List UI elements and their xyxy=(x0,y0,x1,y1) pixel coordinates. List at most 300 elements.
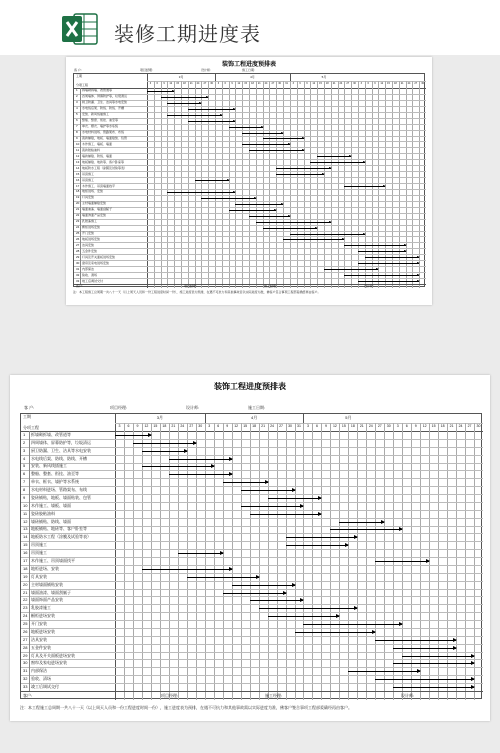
schedule-arrow xyxy=(142,451,187,452)
task-name: 地板进场安装 xyxy=(31,628,55,634)
day-label: 24 xyxy=(264,82,268,85)
task-name: 五金件安装 xyxy=(82,248,98,253)
day-gridline xyxy=(232,423,233,701)
task-number: 16 xyxy=(23,550,28,556)
day-label: 3 xyxy=(208,423,211,428)
day-label: 18 xyxy=(251,82,254,85)
task-name: 乳胶漆施工 xyxy=(31,605,51,611)
day-label: 31 xyxy=(297,423,301,428)
task-name: 灯具安装 xyxy=(82,195,95,200)
task-number: 8 xyxy=(76,130,78,135)
schedule-arrow xyxy=(268,498,322,499)
task-number: 29 xyxy=(76,254,80,259)
day-label: 3 xyxy=(360,82,363,85)
day-label: 21 xyxy=(449,423,454,428)
day-label: 3 xyxy=(149,82,152,85)
task-number: 5 xyxy=(23,463,26,469)
day-label: 30 xyxy=(386,423,391,428)
schedule-arrow xyxy=(286,545,349,546)
footer-owner: 客户: xyxy=(76,283,83,288)
task-number: 18 xyxy=(23,565,28,571)
task-name: 厨卫防漏、卫生、洁具等水电安装 xyxy=(31,447,91,453)
day-label: 18 xyxy=(162,423,167,428)
day-gridline xyxy=(474,423,475,701)
task-number: 7 xyxy=(76,124,78,129)
day-gridline xyxy=(223,423,224,701)
task-number: 11 xyxy=(76,147,80,152)
schedule-arrow xyxy=(241,490,295,491)
schedule-arrow xyxy=(167,115,221,116)
task-number: 21 xyxy=(76,207,80,212)
schedule-arrow xyxy=(250,600,304,601)
task-name: 单衣、框衣、墙护等水系统 xyxy=(31,479,79,485)
schedule-arrow xyxy=(249,216,290,217)
task-number: 11 xyxy=(23,510,28,516)
task-name: 安装、新风线插施工 xyxy=(31,463,67,469)
designer-label: 设计师: xyxy=(201,68,211,72)
task-number: 30 xyxy=(23,660,28,666)
day-gridline xyxy=(321,423,322,701)
schedule-arrow xyxy=(142,569,232,570)
month-divider-2 xyxy=(290,74,291,81)
day-label: 24 xyxy=(368,423,373,428)
day-label: 24 xyxy=(458,423,463,428)
day-label: 18 xyxy=(440,423,445,428)
task-name: 内部保洁 xyxy=(31,668,47,674)
month-label-2: 4月 xyxy=(250,75,255,79)
schedule-arrow xyxy=(286,537,358,538)
day-label: 9 xyxy=(324,423,327,428)
task-number: 27 xyxy=(76,242,80,247)
day-label: 27 xyxy=(467,423,472,428)
task-name: 拆墙砌拆墙、改管道等 xyxy=(82,88,113,93)
day-label: 27 xyxy=(346,82,350,85)
task-name: 吊顶施工 xyxy=(82,171,95,176)
schedule-arrow xyxy=(169,474,232,475)
task-name: 墙面饰面产品安装 xyxy=(82,213,107,218)
schedule-arrow xyxy=(358,263,419,264)
task-number: 14 xyxy=(76,165,80,170)
task-number: 15 xyxy=(76,171,80,176)
pm-label: 项目经理: xyxy=(110,405,128,410)
task-name: 瓷砖胶粘油料 xyxy=(31,510,55,516)
day-label: 12 xyxy=(169,82,173,85)
schedule-arrow xyxy=(375,679,474,680)
day-label: 30 xyxy=(278,82,282,85)
task-number: 19 xyxy=(76,195,80,200)
day-gridline xyxy=(312,423,313,701)
month-label-2: 4月 xyxy=(250,415,258,420)
day-label: 3 xyxy=(217,82,220,85)
schedule-arrow xyxy=(268,616,340,617)
task-number: 26 xyxy=(76,236,80,241)
schedule-arrow xyxy=(290,234,365,235)
day-label: 6 xyxy=(127,423,130,428)
day-gridline xyxy=(438,423,439,701)
task-number: 31 xyxy=(23,668,28,674)
schedule-arrow xyxy=(188,109,236,110)
day-gridline xyxy=(178,423,179,701)
sheet-preview-large xyxy=(10,375,490,721)
task-number: 12 xyxy=(76,153,80,158)
task-number: 9 xyxy=(23,494,26,500)
schedule-arrow xyxy=(187,577,259,578)
day-label: 30 xyxy=(476,423,481,428)
task-number: 14 xyxy=(23,534,28,540)
task-name: 墙砖铺贴、防线、墙面 xyxy=(82,153,113,158)
day-gridline xyxy=(295,423,296,701)
day-label: 30 xyxy=(421,82,424,85)
schedule-arrow xyxy=(250,514,322,515)
task-name: 地板铺贴、地砖等、客户卧室等 xyxy=(82,159,125,164)
day-label: 27 xyxy=(203,82,207,85)
schedule-arrow xyxy=(283,239,344,240)
day-gridline xyxy=(330,423,331,701)
task-number: 22 xyxy=(76,213,80,218)
day-label: 30 xyxy=(210,82,214,85)
schedule-arrow xyxy=(365,257,419,258)
day-label: 3 xyxy=(292,82,294,85)
footer-manager: 施工经理: xyxy=(265,692,283,698)
schedule-arrow xyxy=(358,281,419,282)
schedule-arrow xyxy=(242,133,283,134)
task-number: 20 xyxy=(76,201,80,206)
corner-bottom-label: 分项工程 xyxy=(23,425,39,430)
task-name: 橱柜进场安装 xyxy=(31,613,55,619)
task-number: 13 xyxy=(76,159,80,164)
day-label: 3 xyxy=(306,423,309,428)
schedule-arrow xyxy=(167,192,235,193)
task-name: 水电线后架、防线、防线、开槽 xyxy=(82,106,125,111)
task-number: 1 xyxy=(76,88,78,93)
day-gridline xyxy=(348,423,349,701)
designer-label: 设计师: xyxy=(186,405,200,410)
day-label: 9 xyxy=(163,82,165,85)
task-name: 安装、新风线插施工 xyxy=(82,112,110,117)
day-gridline xyxy=(142,423,143,701)
day-label: 15 xyxy=(341,423,346,428)
task-number: 23 xyxy=(76,219,80,224)
schedule-arrow xyxy=(402,656,474,657)
task-number: 32 xyxy=(76,272,80,277)
day-label: 21 xyxy=(257,82,261,85)
corner-bottom-label: 分项工程 xyxy=(76,83,89,87)
schedule-arrow xyxy=(393,663,474,664)
task-number: 17 xyxy=(76,183,80,188)
schedule-arrow xyxy=(358,251,406,252)
task-number: 8 xyxy=(23,487,26,493)
task-name: 整船、整套、衔挂、油至等 xyxy=(82,118,119,123)
schedule-arrow xyxy=(201,198,255,199)
day-label: 18 xyxy=(325,82,329,85)
schedule-arrow xyxy=(375,561,429,562)
task-number: 29 xyxy=(23,652,28,658)
day-label: 21 xyxy=(189,82,193,85)
task-number: 25 xyxy=(23,621,28,627)
task-name: 内部保洁 xyxy=(82,266,95,271)
day-label: 30 xyxy=(198,423,203,428)
day-label: 27 xyxy=(279,423,283,428)
day-gridline xyxy=(133,423,134,701)
owner-label: 客 户: xyxy=(74,68,82,72)
day-gridline xyxy=(303,423,304,701)
day-label: 6 xyxy=(224,82,226,85)
sheet-preview-small xyxy=(66,57,432,305)
day-label: 18 xyxy=(350,423,355,428)
task-name: 墙砖铺贴、防线、墙面 xyxy=(31,518,71,524)
task-name: 地板铺贴、地砖等、客户卧室等 xyxy=(31,526,87,532)
task-number: 4 xyxy=(76,106,78,111)
task-number: 10 xyxy=(76,141,80,146)
day-label: 15 xyxy=(431,423,436,428)
schedule-arrow xyxy=(133,443,196,444)
day-gridline xyxy=(124,423,125,701)
day-gridline xyxy=(205,423,206,701)
task-name: 瓷砖铺贴，地板、墙面贴装、包管 xyxy=(82,135,128,140)
day-gridline xyxy=(160,423,161,701)
footnote: 注：本工程施工总周期一共八十一天（以上周天人员和一份工程进度时间一份），施工进度表为预排，在遇不可抗力和其他事故需以实际进度为准，佛客户签合事项工程部爱确经再由客户。 xyxy=(73,290,321,294)
day-gridline xyxy=(366,423,367,701)
schedule-arrow xyxy=(249,150,303,151)
task-name: 墙面油漆、墙面刮腻子 xyxy=(82,207,113,212)
schedule-arrow xyxy=(303,624,402,625)
task-number: 31 xyxy=(76,266,80,271)
day-label: 27 xyxy=(377,423,382,428)
schedule-arrow xyxy=(242,144,290,145)
schedule-arrow xyxy=(229,210,277,211)
task-name: 五金件安装 xyxy=(31,644,51,650)
day-label: 9 xyxy=(136,423,139,428)
schedule-arrow xyxy=(223,593,286,594)
day-label: 9 xyxy=(226,423,229,428)
schedule-arrow xyxy=(195,180,229,181)
schedule-arrow xyxy=(235,204,283,205)
schedule-arrow xyxy=(263,138,304,139)
footer-owner: 客户: xyxy=(23,692,33,698)
schedule-arrow xyxy=(263,228,317,229)
task-number: 6 xyxy=(23,471,26,477)
task-name: 开门安装 xyxy=(82,231,95,235)
schedule-arrow xyxy=(169,459,232,460)
day-gridline xyxy=(169,423,170,701)
day-gridline xyxy=(339,423,340,701)
task-number: 15 xyxy=(23,542,28,548)
month-label-3: 5月 xyxy=(321,75,327,79)
schedule-arrow xyxy=(348,671,420,672)
task-name: 灯具及开关面板进场安装 xyxy=(82,254,116,259)
task-name: 窗帘及家电进场安装 xyxy=(82,260,110,265)
task-name: 拆墙砌拆墙、改管道等 xyxy=(31,431,71,437)
day-label: 15 xyxy=(244,82,248,85)
month-divider-2 xyxy=(303,414,304,423)
task-number: 17 xyxy=(23,558,28,563)
task-name: 墙面油漆、墙面刮腻子 xyxy=(31,589,71,595)
schedule-arrow xyxy=(142,466,214,467)
task-name: 主材墙面铺贴安装 xyxy=(31,581,63,587)
day-gridline xyxy=(447,423,448,701)
task-number: 4 xyxy=(23,455,26,461)
number-divider xyxy=(80,88,81,284)
task-name: 单衣、框衣、墙护等水系统 xyxy=(82,124,119,129)
day-label: 21 xyxy=(261,423,266,428)
task-number: 6 xyxy=(76,118,78,123)
day-label: 27 xyxy=(189,423,194,428)
day-label: 12 xyxy=(234,423,239,428)
day-label: 21 xyxy=(171,423,176,428)
day-label: 3 xyxy=(396,423,399,428)
task-name: 开门安装 xyxy=(31,621,47,627)
task-number: 3 xyxy=(23,447,26,453)
task-name: 灯具安装 xyxy=(31,573,47,579)
day-gridline xyxy=(456,423,457,701)
day-label: 15 xyxy=(387,82,390,85)
task-name: 木作施工、墙板、墙面 xyxy=(31,502,71,508)
info-row xyxy=(10,405,490,411)
task-number: 28 xyxy=(76,248,80,253)
schedule-arrow xyxy=(229,127,263,128)
day-label: 6 xyxy=(299,82,301,85)
task-name: 瓷砖胶粘油料 xyxy=(82,147,101,152)
schedule-arrow xyxy=(259,608,358,609)
task-number: 20 xyxy=(23,581,28,587)
task-name: 验收、清场 xyxy=(82,272,98,277)
task-number: 24 xyxy=(23,613,28,619)
schedule-arrow xyxy=(375,640,456,641)
task-name: 墙面饰面产品安装 xyxy=(31,597,63,603)
day-label: 18 xyxy=(393,82,397,85)
day-label: 15 xyxy=(153,423,158,428)
task-number: 19 xyxy=(23,573,28,579)
task-number: 23 xyxy=(23,605,28,611)
day-gridline xyxy=(259,423,260,701)
day-label: 12 xyxy=(312,82,316,85)
schedule-arrow xyxy=(344,186,385,187)
day-label: 15 xyxy=(319,82,322,85)
task-name: 瓷砖铺贴，地板、墙面贴装、包管 xyxy=(31,494,91,500)
task-name: 水电材料进场、管路架布、布线 xyxy=(31,487,87,493)
footnote: 注：本工程施工总周期一共八十一天（以上周天人员和一份工程进度时间一份），施工进度表为预排，在遇不可抗力和其他事故需以实际进度为准，佛客户签合事项工程部爱确经再由客户。 xyxy=(20,705,352,710)
task-number: 10 xyxy=(23,502,28,508)
day-gridline xyxy=(268,423,269,701)
footer-pm: 项目经理: xyxy=(161,692,179,698)
task-number: 33 xyxy=(76,278,80,283)
page-title: 装修工期进度表 xyxy=(114,22,261,46)
schedule-arrow xyxy=(115,435,151,436)
sheet-title: 装饰工程进度预排表 xyxy=(214,382,286,391)
day-label: 30 xyxy=(353,82,356,85)
schedule-arrow xyxy=(393,687,474,688)
day-label: 6 xyxy=(367,82,369,85)
schedule-arrow xyxy=(317,156,351,157)
day-label: 27 xyxy=(271,82,275,85)
day-label: 9 xyxy=(231,82,233,85)
task-name: 地板防水工程（涂膜及试验等表） xyxy=(31,534,91,540)
day-label: 15 xyxy=(176,82,179,85)
schedule-arrow xyxy=(344,275,419,276)
task-number: 9 xyxy=(76,135,78,140)
schedule-arrow xyxy=(344,245,405,246)
schedule-arrow xyxy=(223,482,268,483)
schedule-arrow xyxy=(256,222,331,223)
number-divider xyxy=(29,431,30,691)
day-label: 24 xyxy=(180,423,185,428)
day-label: 15 xyxy=(243,423,248,428)
task-name: 厨卫防漏、卫生、洁具等水电安装 xyxy=(82,100,128,105)
task-number: 7 xyxy=(23,479,26,485)
day-label: 12 xyxy=(380,82,384,85)
footer-manager: 施工经理: xyxy=(264,283,277,288)
task-name: 吊顶施工 xyxy=(31,550,47,556)
day-gridline xyxy=(357,423,358,701)
page-header xyxy=(0,0,500,55)
corner-top-label: 工期 xyxy=(76,74,83,78)
task-number: 28 xyxy=(23,644,28,650)
day-label: 6 xyxy=(156,82,158,85)
corner-top-label: 工期 xyxy=(23,414,31,419)
day-label: 12 xyxy=(237,82,241,85)
day-label: 24 xyxy=(407,82,411,85)
day-label: 21 xyxy=(400,82,404,85)
day-label: 24 xyxy=(270,423,275,428)
day-gridline xyxy=(250,423,251,701)
day-gridline xyxy=(187,423,188,701)
task-number: 5 xyxy=(76,112,78,117)
month-label-1: 3月 xyxy=(178,75,184,79)
day-label: 3 xyxy=(118,423,121,428)
task-name: 竣工后调试交付 xyxy=(82,278,104,283)
day-label: 6 xyxy=(405,423,408,428)
task-number: 27 xyxy=(23,636,28,642)
schedule-arrow xyxy=(188,121,236,122)
day-label: 27 xyxy=(414,82,418,85)
day-label: 21 xyxy=(332,82,336,85)
task-name: 地柜进场、安装 xyxy=(31,565,59,571)
task-name: 乳胶漆施工 xyxy=(82,219,98,224)
task-number: 30 xyxy=(76,260,80,265)
task-name: 吊顶施工 xyxy=(31,542,47,548)
schedule-arrow xyxy=(276,168,330,169)
task-name: 木作施工、墙板、墙面 xyxy=(82,141,113,146)
schedule-arrow xyxy=(241,506,304,507)
schedule-arrow xyxy=(276,174,324,175)
schedule-arrow xyxy=(232,585,295,586)
task-name: 地板进场安装 xyxy=(82,236,101,241)
day-gridline xyxy=(151,423,152,701)
schedule-arrow xyxy=(330,529,402,530)
task-name: 吊顶施工 xyxy=(82,177,95,182)
task-name: 木作施工、吊顶墙面找平 xyxy=(31,558,75,563)
schedule-arrow xyxy=(167,103,201,104)
schedule-arrow xyxy=(393,648,456,649)
task-name: 地柜进场、安装 xyxy=(82,189,104,194)
task-number: 2 xyxy=(23,439,26,445)
month-divider-1 xyxy=(215,74,216,81)
excel-logo-icon xyxy=(62,12,98,46)
sheet-title: 装饰工程进度预排表 xyxy=(221,61,276,68)
task-number: 3 xyxy=(76,100,78,105)
day-label: 18 xyxy=(183,82,186,85)
task-number: 21 xyxy=(23,589,28,595)
day-gridline xyxy=(286,423,287,701)
start-date-label: 施工日期: xyxy=(248,405,266,410)
task-number: 18 xyxy=(76,189,80,194)
schedule-arrow xyxy=(339,522,384,523)
day-label: 24 xyxy=(339,82,343,85)
day-label: 12 xyxy=(332,423,337,428)
month-label-1: 3月 xyxy=(156,415,163,420)
task-name: 整船、整套、衔挂、油至等 xyxy=(31,471,79,477)
footer-designer: 设计师: xyxy=(364,283,374,288)
